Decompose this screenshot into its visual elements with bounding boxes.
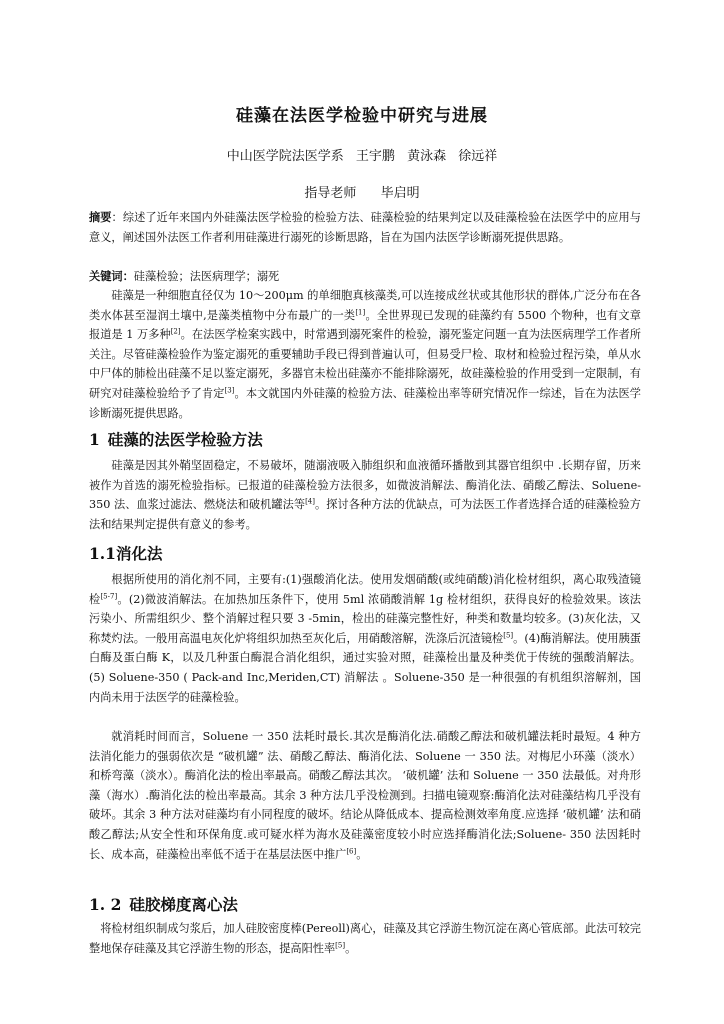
section-number: 1. 2 xyxy=(89,895,122,914)
section-1-heading xyxy=(89,428,263,450)
section-title: 消化法 xyxy=(115,544,163,563)
author-line xyxy=(0,145,724,164)
author-name: 王宇鹏 xyxy=(355,149,395,164)
section-1-2-text-1: 将检材组织制成匀浆后，加人硅胶密度棒(Pereoll)离心，硅藻及其它浮游生物沉淀在离心管底部。此法可较完整地保存硅藻及其它浮游生物的形态，提高阳性率 xyxy=(89,922,641,955)
citation: [4] xyxy=(305,497,315,506)
abstract-label: 摘要 xyxy=(89,211,112,224)
intro-text-1: 硅藻是一种细胞直径仅为 10～200μm 的单细胞真核藻类,可以连接成丝状或其他形状的群体,广泛分布在各类水体甚至湿润土壤中,是藻类植物中分布最广的一类 xyxy=(89,289,641,322)
section-1-paragraph xyxy=(89,456,641,534)
section-1-2-text-2: 。 xyxy=(345,941,357,955)
section-1-2-paragraph xyxy=(89,919,641,958)
section-title: 硅藻的法医学检验方法 xyxy=(107,430,263,449)
abstract-text: ：综述了近年来国内外硅藻法医学检验的检验方法、硅藻检验的结果判定以及硅藻检验在法医学中的应用与意义，阐述国外法医工作者利用硅藻进行溺死的诊断思路，旨在为国内法医学诊断溺死提供思路。 xyxy=(89,211,641,244)
section-1-1-text-c: 。(4)酶消解法。使用胰蛋白酶及蛋白酶 K，以及几种蛋白酶混合消化组织，通过实验对照，硅藻检出量及种类优于传统的强酸消解法。 (5) Soluene-350 ( Pack-and Inc,Meriden,CT) 消解法 。Soluene-350 是一种很强的有机组织溶解剂，国内尚未用于法医学的硅藻检验。 xyxy=(89,631,641,704)
keywords xyxy=(89,267,641,287)
intro-text-2: 。全世界现已发现的硅藻约有 5500 个物种，也有文章报道是 1 万多种 xyxy=(89,308,641,342)
intro-text-4: 。本文就国内外硅藻的检验方法、硅藻检出率等研究情况作一综述，旨在为法医学诊断溺死提供思路。 xyxy=(89,386,641,420)
author-name: 徐远祥 xyxy=(458,149,498,164)
section-1-1-text-b: 。(2)微波消解法。在加热加压条件下，使用 5ml 浓硝酸消解 1g 检材组织，获得良好的检验效果。该法污染小、所需组织少、整个消解过程只要 3 -5min，检出的硅藻完整性好，种类和数量均较多。(3)灰化法，又称焚灼法。一般用高温电灰化炉将组织加热至灰化后，用硝酸溶解，洗涤后沉渣镜检 xyxy=(89,592,641,645)
section-number: 1 xyxy=(89,430,100,449)
citation: [3] xyxy=(224,386,235,395)
paper-title: 硅藻在法医学检验中研究与进展 xyxy=(236,106,488,126)
author-name: 黄泳森 xyxy=(407,149,447,164)
section-1-1-text-e: 。 xyxy=(356,847,368,861)
advisor-line xyxy=(0,182,724,201)
keywords-label: 关键词： xyxy=(89,270,134,283)
citation: [5] xyxy=(335,940,346,949)
citation: [5-7] xyxy=(100,591,118,600)
citation: [2] xyxy=(170,327,181,336)
affiliation: 中山医学院法医学系 xyxy=(226,149,344,164)
intro-text-3: 。在法医学检案实践中，时常遇到溺死案件的检验，溺死鉴定问题一直为法医病理学工作者所关注。尽管硅藻检验作为鉴定溺死的重要辅助手段已得到普遍认可，但易受尸检、取材和检验过程污染，单从水中尸体的肺检出硅藻不足以鉴定溺死，多器官未检出硅藻亦不能排除溺死，故硅藻检验的作用受到一定限制，有研究对硅藻检验给予了肯定 xyxy=(89,328,641,400)
abstract xyxy=(89,208,641,247)
keywords-text: 硅藻检验；法医病理学；溺死 xyxy=(133,270,280,283)
citation: [1] xyxy=(355,307,366,316)
section-1-1-text-d: 就消耗时间而言，Soluene 一 350 法耗时最长.其次是酶消化法.硝酸乙醇法和破机罐法耗时最短。4 种方法消化能力的强弱依次是 “破机罐” 法、硝酸乙醇法、酶消化法、Soluene 一 350 法。对梅尼小环藻（淡水）和桥弯藻（淡水）。酶消化法的检出率最高。硝酸乙醇法其次。 ‘破机罐’ 法和 Soluene 一 350 法最低。对舟形藻（海水）.酶消化法的检出率最高。其余 3 种方法几乎没检测到。扫描电镜观察:酶消化法对硅藻结构几乎没有破坏。其余 3 种方法对硅藻均有小同程度的破坏。结论从降低成本、提高检测效率角度.应选择 ‘破机罐’ 法和硝酸乙醇法;从安全性和环保角度.或可疑水样为海水及硅藻密度较小时应选择酶消化法;Soluene- 350 法因耗时长、成本高，硅藻检出率低不适于在基层法医中推广 xyxy=(89,730,641,861)
section-1-text-2: 。探讨各种方法的优缺点，可为法医工作者选择合适的硅藻检验方法和结果判定提供有意义的参考。 xyxy=(89,498,641,531)
advisor-name: 毕启明 xyxy=(380,186,420,201)
citation: [6] xyxy=(346,846,357,855)
section-1-1-paragraph-2 xyxy=(89,727,641,864)
section-1-1-text-a: 根据所使用的消化剂不同，主要有:(1)强酸消化法。使用发烟硝酸(或纯硝酸)消化检材组织，离心取残渣镜检 xyxy=(89,573,641,606)
section-number: 1.1 xyxy=(89,544,116,563)
advisor-label: 指导老师 xyxy=(304,186,357,201)
section-title: 硅胶梯度离心法 xyxy=(129,895,238,914)
citation: [5] xyxy=(503,631,514,640)
intro-paragraph xyxy=(89,286,641,423)
section-1-2-heading xyxy=(89,893,238,915)
section-1-1-paragraph-1 xyxy=(89,570,641,707)
section-1-1-heading xyxy=(89,542,162,564)
section-1-text-1: 硅藻是因其外鞘坚固稳定，不易破坏，随溺液吸入肺组织和血液循环播散到其器官组织中 .长期存留，历来被作为首选的溺死检验指标。已报道的硅藻检验方法很多，如微波消解法、酶消化法、硝酸乙醇法、Soluene- 350 法、血浆过滤法、燃烧法和破机罐法等 xyxy=(89,459,641,512)
